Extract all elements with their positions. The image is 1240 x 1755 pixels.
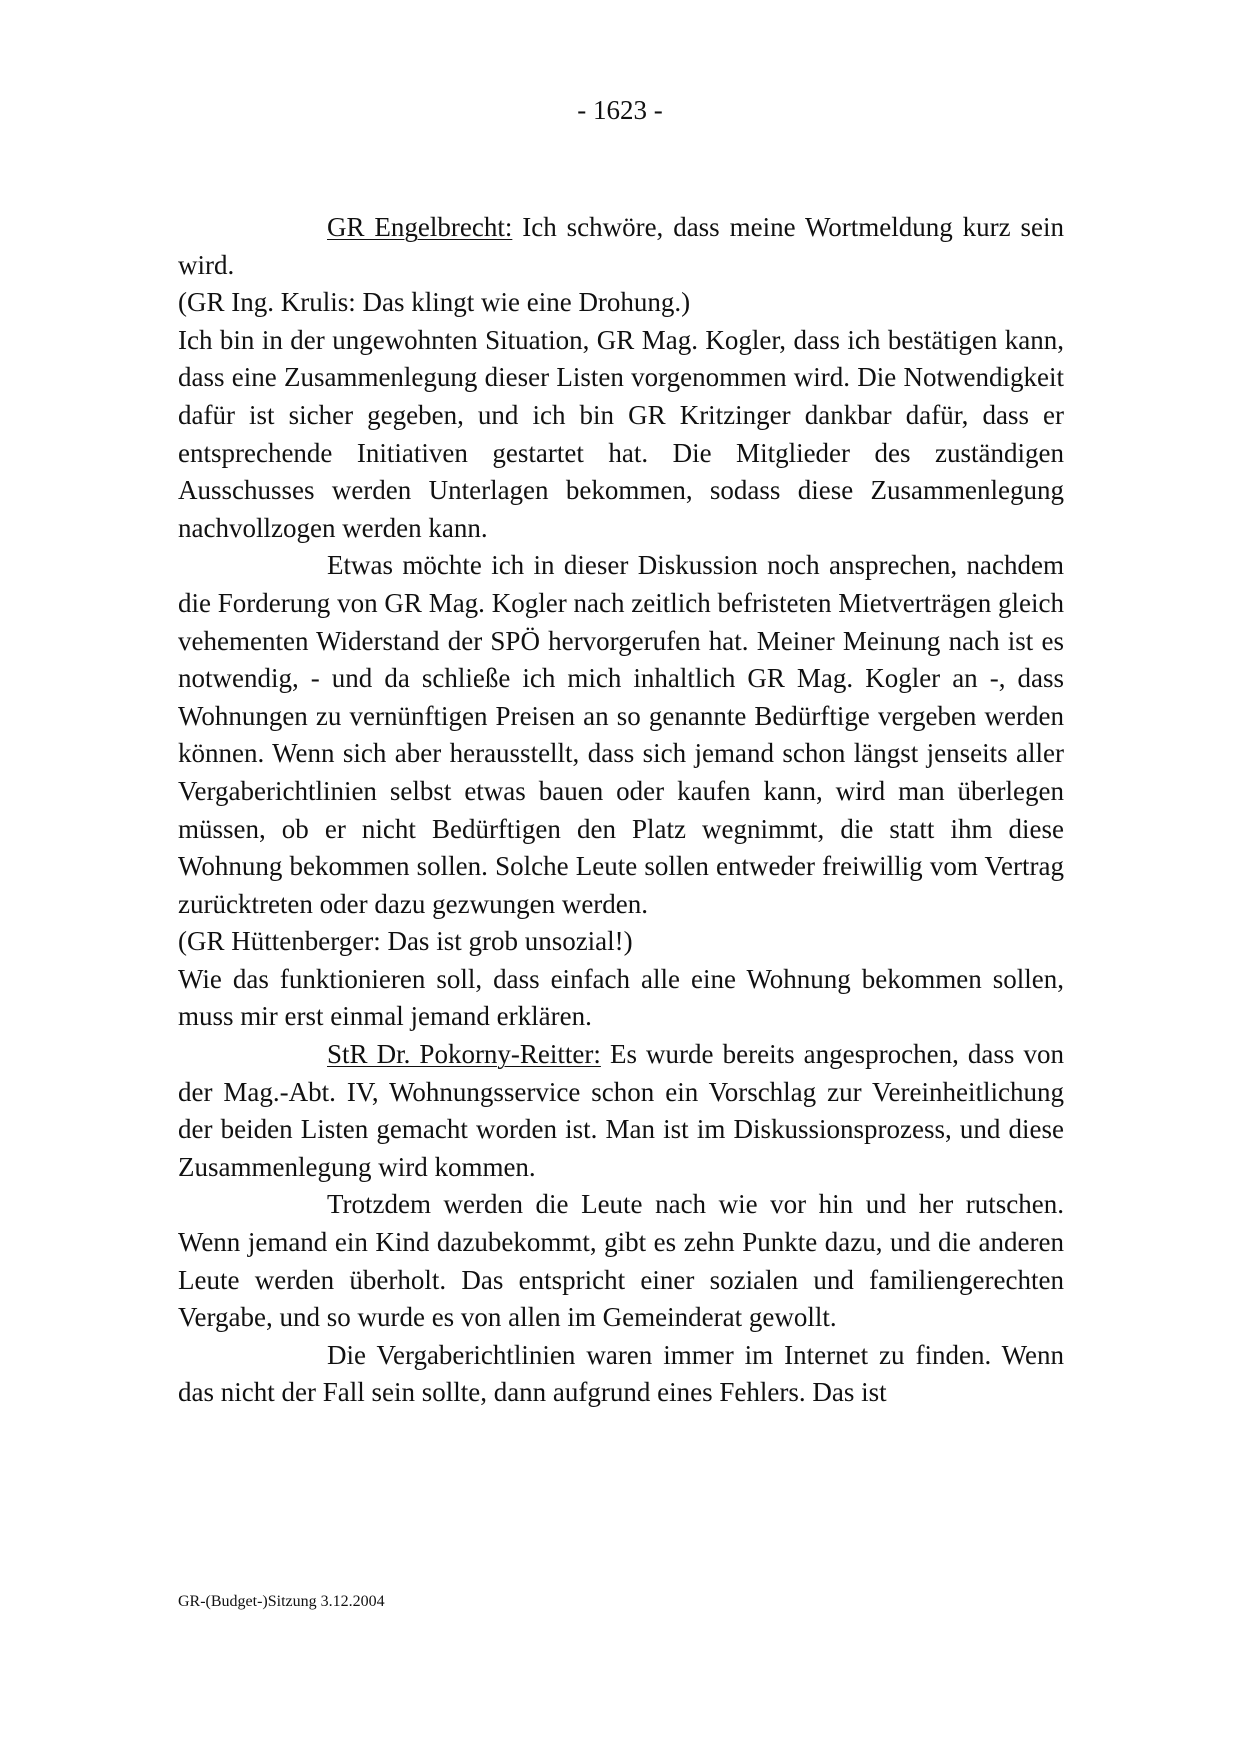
speech-paragraph bbox=[178, 1036, 1064, 1186]
speech-paragraph bbox=[178, 209, 1064, 284]
page-footer: GR-(Budget-)Sitzung 3.12.2004 bbox=[178, 1593, 385, 1610]
speech-text: Es wurde bereits angesprochen, dass von der Mag.-Abt. IV, Wohnungsservice schon ein Vorschlag zur Vereinheitlichung der beiden Listen gemacht worden ist. Man ist im Diskussionsprozess, und diese Zusammenlegung wird kommen. bbox=[178, 1039, 1064, 1182]
speech-paragraph: Trotzdem werden die Leute nach wie vor hin und her rutschen. Wenn jemand ein Kind dazubekommt, gibt es zehn Punkte dazu, und die anderen Leute werden überholt. Das entspricht einer sozialen und familiengerechten Vergabe, und so wurde es von allen im Gemeinderat gewollt. bbox=[178, 1189, 1064, 1333]
interjection: (GR Ing. Krulis: Das klingt wie eine Drohung.) bbox=[178, 287, 691, 318]
speech-paragraph: Etwas möchte ich in dieser Diskussion noch ansprechen, nachdem die Forderung von GR Mag. Kogler nach zeitlich befristeten Mietverträgen gleich vehementen Widerstand der SPÖ hervorgerufen hat. Meiner Meinung nach ist es notwendig, - und da schließe ich mich inhaltlich GR Mag. Kogler an -, dass Wohnungen zu vernünftigen Preisen an so genannte Bedürftige vergeben werden können. Wenn sich aber herausstellt, dass sich jemand schon längst jenseits aller Vergaberichtlinien selbst etwas bauen oder kaufen kann, wird man überlegen müssen, ob er nicht Bedürftigen den Platz wegnimmt, die statt ihm diese Wohnung bekommen sollen. Solche Leute sollen entweder freiwillig vom Vertrag zurücktreten oder dazu gezwungen werden. bbox=[178, 550, 1064, 919]
page-number: - 1623 - bbox=[577, 95, 663, 125]
speech-text: Ich schwöre, dass meine Wortmeldung kurz sein wird. bbox=[178, 212, 1064, 280]
speaker-name: GR Engelbrecht: bbox=[327, 212, 513, 242]
speech-paragraph: Wie das funktionieren soll, dass einfach alle eine Wohnung bekommen sollen, muss mir erst einmal jemand erklären. bbox=[178, 963, 1064, 1032]
speech-paragraph: Die Vergaberichtlinien waren immer im Internet zu finden. Wenn das nicht der Fall sein sollte, dann aufgrund eines Fehlers. Das ist bbox=[178, 1339, 1064, 1408]
interjection: (GR Hüttenberger: Das ist grob unsozial!) bbox=[178, 926, 633, 957]
document-body bbox=[178, 209, 1064, 1412]
speech-paragraph: Ich bin in der ungewohnten Situation, GR Mag. Kogler, dass ich bestätigen kann, dass eine Zusammenlegung dieser Listen vorgenommen wird. Die Notwendigkeit dafür ist sicher gegeben, und ich bin GR Kritzinger dankbar dafür, dass er entsprechende Initiativen gestartet hat. Die Mitglieder des zuständigen Ausschusses werden Unterlagen bekommen, sodass diese Zusammenlegung nachvollzogen werden kann. bbox=[178, 324, 1064, 543]
speaker-name: StR Dr. Pokorny-Reitter: bbox=[327, 1039, 601, 1070]
